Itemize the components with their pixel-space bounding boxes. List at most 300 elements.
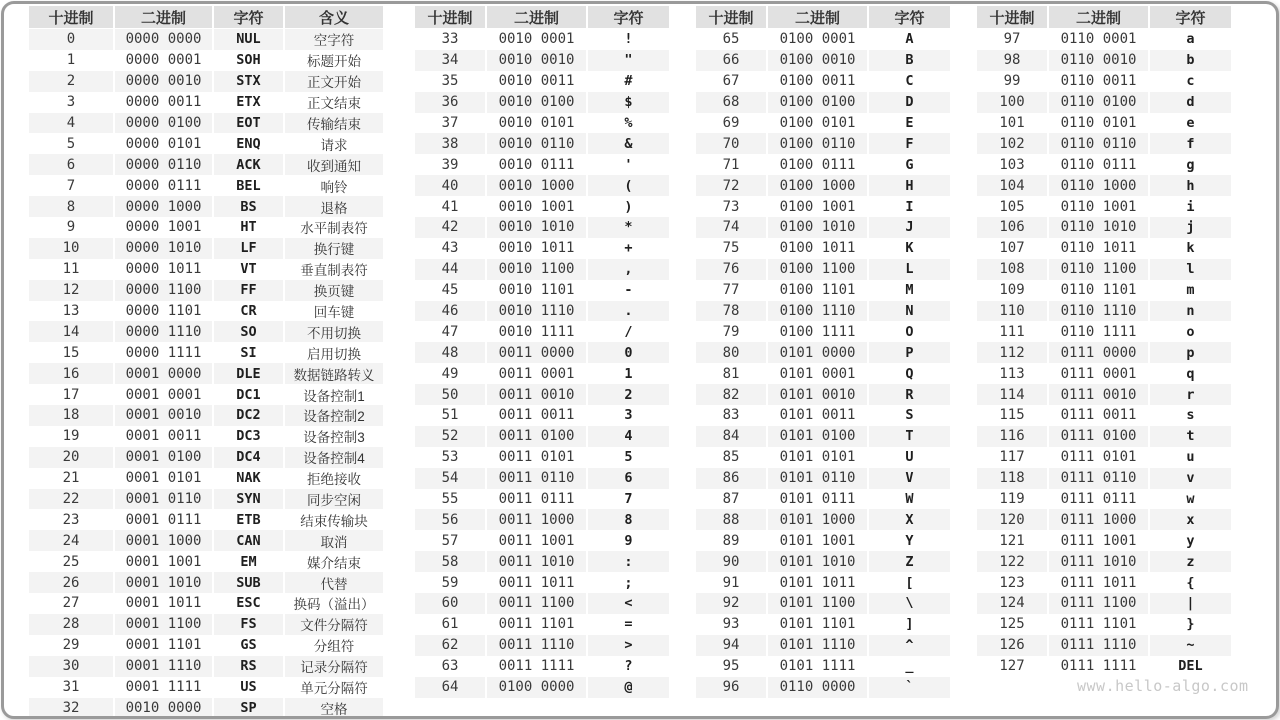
binary-cell: 0100 0111	[766, 154, 867, 175]
decimal-cell: 63	[415, 656, 485, 677]
decimal-cell: 45	[415, 280, 485, 301]
char-cell: }	[1148, 614, 1231, 635]
binary-cell: 0000 1111	[113, 342, 212, 363]
binary-cell: 0110 0111	[1047, 154, 1148, 175]
char-cell: ;	[586, 572, 669, 593]
table-row	[696, 154, 950, 175]
meaning-cell: 取消	[283, 530, 383, 551]
char-cell: q	[1148, 363, 1231, 384]
decimal-cell: 22	[29, 489, 113, 510]
binary-cell: 0000 0101	[113, 133, 212, 154]
decimal-cell: 117	[977, 447, 1047, 468]
decimal-cell: 37	[415, 113, 485, 134]
binary-cell: 0011 0110	[485, 468, 586, 489]
binary-cell: 0010 0000	[113, 698, 212, 719]
table-row	[696, 259, 950, 280]
decimal-cell: 43	[415, 238, 485, 259]
binary-cell: 0110 1100	[1047, 259, 1148, 280]
meaning-cell: 代替	[283, 572, 383, 593]
binary-cell: 0111 0110	[1047, 468, 1148, 489]
decimal-cell: 119	[977, 489, 1047, 510]
char-cell: SP	[212, 698, 283, 719]
meaning-cell: 换码（溢出）	[283, 593, 383, 614]
char-cell: )	[586, 196, 669, 217]
table-row	[29, 92, 383, 113]
table-row	[977, 447, 1231, 468]
decimal-cell: 104	[977, 175, 1047, 196]
decimal-cell: 58	[415, 551, 485, 572]
table-row	[29, 113, 383, 134]
decimal-cell: 47	[415, 321, 485, 342]
char-cell: SO	[212, 321, 283, 342]
meaning-cell: 分组符	[283, 635, 383, 656]
meaning-cell: 换行键	[283, 238, 383, 259]
binary-cell: 0111 1010	[1047, 551, 1148, 572]
table-row	[415, 635, 669, 656]
binary-cell: 0010 0111	[485, 154, 586, 175]
decimal-cell: 78	[696, 301, 766, 322]
meaning-cell: 记录分隔符	[283, 656, 383, 677]
table-row	[696, 301, 950, 322]
table-row	[29, 342, 383, 363]
column-header: 字符	[586, 6, 669, 29]
binary-cell: 0110 0010	[1047, 50, 1148, 71]
decimal-cell: 103	[977, 154, 1047, 175]
binary-cell: 0110 0001	[1047, 29, 1148, 50]
column-header: 二进制	[1047, 6, 1148, 29]
char-cell: Y	[867, 530, 950, 551]
char-cell: ,	[586, 259, 669, 280]
char-cell: SOH	[212, 50, 283, 71]
decimal-cell: 75	[696, 238, 766, 259]
table-row	[29, 698, 383, 719]
meaning-cell: 启用切换	[283, 342, 383, 363]
char-cell: CAN	[212, 530, 283, 551]
char-cell: B	[867, 50, 950, 71]
char-cell: 4	[586, 426, 669, 447]
char-cell: `	[867, 677, 950, 698]
decimal-cell: 32	[29, 698, 113, 719]
binary-cell: 0010 0101	[485, 113, 586, 134]
binary-cell: 0001 1111	[113, 677, 212, 698]
char-cell: c	[1148, 71, 1231, 92]
binary-cell: 0100 0101	[766, 113, 867, 134]
binary-cell: 0110 1011	[1047, 238, 1148, 259]
binary-cell: 0101 1001	[766, 530, 867, 551]
decimal-cell: 105	[977, 196, 1047, 217]
table-row	[415, 196, 669, 217]
decimal-cell: 112	[977, 342, 1047, 363]
decimal-cell: 3	[29, 92, 113, 113]
binary-cell: 0001 1110	[113, 656, 212, 677]
binary-cell: 0001 0100	[113, 447, 212, 468]
decimal-cell: 16	[29, 363, 113, 384]
decimal-cell: 62	[415, 635, 485, 656]
table-row	[977, 71, 1231, 92]
table-row	[977, 405, 1231, 426]
table-row	[29, 572, 383, 593]
decimal-cell: 21	[29, 468, 113, 489]
table-row	[415, 509, 669, 530]
binary-cell: 0000 0010	[113, 71, 212, 92]
table-row	[415, 384, 669, 405]
char-cell: STX	[212, 71, 283, 92]
decimal-cell: 71	[696, 154, 766, 175]
table-row	[696, 342, 950, 363]
binary-cell: 0010 1110	[485, 301, 586, 322]
binary-cell: 0010 0100	[485, 92, 586, 113]
binary-cell: 0000 1110	[113, 321, 212, 342]
table-row	[977, 301, 1231, 322]
binary-cell: 0111 1000	[1047, 509, 1148, 530]
char-cell: ENQ	[212, 133, 283, 154]
binary-cell: 0100 1110	[766, 301, 867, 322]
binary-cell: 0110 0100	[1047, 92, 1148, 113]
decimal-cell: 107	[977, 238, 1047, 259]
binary-cell: 0100 0100	[766, 92, 867, 113]
char-cell: M	[867, 280, 950, 301]
char-cell: NAK	[212, 468, 283, 489]
table-row	[977, 384, 1231, 405]
column-header: 二进制	[485, 6, 586, 29]
binary-cell: 0111 0001	[1047, 363, 1148, 384]
table-row	[696, 530, 950, 551]
table-row	[977, 196, 1231, 217]
table-row	[415, 238, 669, 259]
binary-cell: 0101 1111	[766, 656, 867, 677]
decimal-cell: 30	[29, 656, 113, 677]
decimal-cell: 68	[696, 92, 766, 113]
decimal-cell: 106	[977, 217, 1047, 238]
decimal-cell: 74	[696, 217, 766, 238]
decimal-cell: 113	[977, 363, 1047, 384]
table-row	[29, 656, 383, 677]
decimal-cell: 51	[415, 405, 485, 426]
decimal-cell: 76	[696, 259, 766, 280]
char-cell: Z	[867, 551, 950, 572]
table-row	[29, 593, 383, 614]
table-row	[696, 551, 950, 572]
table-row	[696, 133, 950, 154]
decimal-cell: 33	[415, 29, 485, 50]
char-cell: 1	[586, 363, 669, 384]
binary-cell: 0111 0100	[1047, 426, 1148, 447]
char-cell: SYN	[212, 489, 283, 510]
char-cell: BS	[212, 196, 283, 217]
binary-cell: 0100 0000	[485, 677, 586, 698]
table-row	[415, 572, 669, 593]
meaning-cell: 退格	[283, 196, 383, 217]
char-cell: G	[867, 154, 950, 175]
char-cell: i	[1148, 196, 1231, 217]
binary-cell: 0111 1001	[1047, 530, 1148, 551]
column-header: 含义	[283, 6, 383, 29]
char-cell: :	[586, 551, 669, 572]
binary-cell: 0010 0001	[485, 29, 586, 50]
char-cell: ETX	[212, 92, 283, 113]
char-cell: *	[586, 217, 669, 238]
table-row	[415, 175, 669, 196]
decimal-cell: 1	[29, 50, 113, 71]
char-cell: &	[586, 133, 669, 154]
table-row	[29, 677, 383, 698]
column-header: 十进制	[415, 6, 485, 29]
char-cell: F	[867, 133, 950, 154]
table-lowercase-letters	[977, 6, 1231, 677]
table-row	[415, 656, 669, 677]
char-cell: LF	[212, 238, 283, 259]
char-cell: US	[212, 677, 283, 698]
decimal-cell: 85	[696, 447, 766, 468]
binary-cell: 0111 1101	[1047, 614, 1148, 635]
binary-cell: 0011 0100	[485, 426, 586, 447]
char-cell: =	[586, 614, 669, 635]
binary-cell: 0110 1101	[1047, 280, 1148, 301]
table-row	[977, 489, 1231, 510]
meaning-cell: 设备控制1	[283, 384, 383, 405]
ascii-table-uppercase	[696, 6, 950, 698]
table-uppercase-letters	[696, 6, 950, 698]
table-row	[696, 217, 950, 238]
decimal-cell: 4	[29, 113, 113, 134]
char-cell: .	[586, 301, 669, 322]
column-header: 二进制	[766, 6, 867, 29]
table-row	[977, 426, 1231, 447]
table-row	[29, 50, 383, 71]
table-row	[696, 196, 950, 217]
decimal-cell: 42	[415, 217, 485, 238]
decimal-cell: 110	[977, 301, 1047, 322]
binary-cell: 0001 0101	[113, 468, 212, 489]
char-cell: N	[867, 301, 950, 322]
meaning-cell: 设备控制2	[283, 405, 383, 426]
decimal-cell: 36	[415, 92, 485, 113]
binary-cell: 0110 1110	[1047, 301, 1148, 322]
binary-cell: 0000 1000	[113, 196, 212, 217]
char-cell: <	[586, 593, 669, 614]
table-row	[977, 154, 1231, 175]
meaning-cell: 文件分隔符	[283, 614, 383, 635]
table-row	[977, 342, 1231, 363]
decimal-cell: 39	[415, 154, 485, 175]
table-row	[696, 175, 950, 196]
decimal-cell: 88	[696, 509, 766, 530]
char-cell: I	[867, 196, 950, 217]
binary-cell: 0101 0100	[766, 426, 867, 447]
meaning-cell: 水平制表符	[283, 217, 383, 238]
char-cell: BEL	[212, 175, 283, 196]
column-header: 字符	[212, 6, 283, 29]
table-row	[696, 238, 950, 259]
table-row	[977, 113, 1231, 134]
binary-cell: 0000 0011	[113, 92, 212, 113]
decimal-cell: 80	[696, 342, 766, 363]
column-header: 十进制	[696, 6, 766, 29]
char-cell: '	[586, 154, 669, 175]
decimal-cell: 31	[29, 677, 113, 698]
meaning-cell: 设备控制3	[283, 426, 383, 447]
char-cell: y	[1148, 530, 1231, 551]
table-row	[415, 468, 669, 489]
binary-cell: 0010 1100	[485, 259, 586, 280]
binary-cell: 0000 0100	[113, 113, 212, 134]
decimal-cell: 61	[415, 614, 485, 635]
char-cell: k	[1148, 238, 1231, 259]
table-row	[415, 551, 669, 572]
decimal-cell: 52	[415, 426, 485, 447]
binary-cell: 0001 0000	[113, 363, 212, 384]
char-cell: 9	[586, 530, 669, 551]
binary-cell: 0000 0001	[113, 50, 212, 71]
decimal-cell: 49	[415, 363, 485, 384]
meaning-cell: 单元分隔符	[283, 677, 383, 698]
char-cell: EM	[212, 551, 283, 572]
char-cell: -	[586, 280, 669, 301]
decimal-cell: 95	[696, 656, 766, 677]
table-row	[977, 530, 1231, 551]
binary-cell: 0100 1010	[766, 217, 867, 238]
meaning-cell: 数据链路转义	[283, 363, 383, 384]
binary-cell: 0000 0110	[113, 154, 212, 175]
char-cell: +	[586, 238, 669, 259]
char-cell: DC2	[212, 405, 283, 426]
binary-cell: 0100 0011	[766, 71, 867, 92]
char-cell: T	[867, 426, 950, 447]
binary-cell: 0111 0011	[1047, 405, 1148, 426]
ascii-table-lowercase	[977, 6, 1231, 677]
decimal-cell: 97	[977, 29, 1047, 50]
column-header: 字符	[1148, 6, 1231, 29]
decimal-cell: 40	[415, 175, 485, 196]
binary-cell: 0101 0000	[766, 342, 867, 363]
decimal-cell: 120	[977, 509, 1047, 530]
decimal-cell: 127	[977, 656, 1047, 677]
table-row	[415, 614, 669, 635]
decimal-cell: 81	[696, 363, 766, 384]
binary-cell: 0100 1100	[766, 259, 867, 280]
decimal-cell: 35	[415, 71, 485, 92]
binary-cell: 0111 0101	[1047, 447, 1148, 468]
char-cell: ~	[1148, 635, 1231, 656]
decimal-cell: 24	[29, 530, 113, 551]
table-row	[696, 426, 950, 447]
char-cell: t	[1148, 426, 1231, 447]
char-cell: z	[1148, 551, 1231, 572]
table-row	[977, 593, 1231, 614]
binary-cell: 0011 1011	[485, 572, 586, 593]
table-row	[415, 405, 669, 426]
column-header: 十进制	[977, 6, 1047, 29]
decimal-cell: 65	[696, 29, 766, 50]
char-cell: r	[1148, 384, 1231, 405]
table-row	[696, 447, 950, 468]
char-cell: ACK	[212, 154, 283, 175]
char-cell: !	[586, 29, 669, 50]
decimal-cell: 99	[977, 71, 1047, 92]
decimal-cell: 59	[415, 572, 485, 593]
char-cell: f	[1148, 133, 1231, 154]
column-header: 二进制	[113, 6, 212, 29]
table-row	[29, 259, 383, 280]
char-cell: L	[867, 259, 950, 280]
binary-cell: 0010 1000	[485, 175, 586, 196]
table-row	[977, 259, 1231, 280]
table-row	[29, 29, 383, 50]
binary-cell: 0010 0010	[485, 50, 586, 71]
binary-cell: 0001 0010	[113, 405, 212, 426]
table-row	[415, 92, 669, 113]
binary-cell: 0101 0011	[766, 405, 867, 426]
char-cell: 7	[586, 489, 669, 510]
table-row	[696, 280, 950, 301]
table-row	[696, 489, 950, 510]
decimal-cell: 54	[415, 468, 485, 489]
char-cell: 8	[586, 509, 669, 530]
char-cell: U	[867, 447, 950, 468]
table-row	[696, 656, 950, 677]
binary-cell: 0111 1110	[1047, 635, 1148, 656]
decimal-cell: 100	[977, 92, 1047, 113]
binary-cell: 0101 1100	[766, 593, 867, 614]
char-cell: _	[867, 656, 950, 677]
binary-cell: 0000 0111	[113, 175, 212, 196]
table-row	[977, 217, 1231, 238]
table-row	[696, 50, 950, 71]
table-row	[29, 301, 383, 322]
table-row	[29, 447, 383, 468]
decimal-cell: 5	[29, 133, 113, 154]
meaning-cell: 标题开始	[283, 50, 383, 71]
char-cell: g	[1148, 154, 1231, 175]
decimal-cell: 6	[29, 154, 113, 175]
char-cell: n	[1148, 301, 1231, 322]
decimal-cell: 98	[977, 50, 1047, 71]
binary-cell: 0101 1011	[766, 572, 867, 593]
decimal-cell: 118	[977, 468, 1047, 489]
char-cell: FS	[212, 614, 283, 635]
decimal-cell: 34	[415, 50, 485, 71]
char-cell: GS	[212, 635, 283, 656]
table-row	[415, 133, 669, 154]
table-row	[415, 50, 669, 71]
meaning-cell: 请求	[283, 133, 383, 154]
table-row	[696, 321, 950, 342]
binary-cell: 0100 1001	[766, 196, 867, 217]
char-cell: H	[867, 175, 950, 196]
meaning-cell: 换页键	[283, 280, 383, 301]
table-row	[415, 530, 669, 551]
table-punctuation-digits	[415, 6, 669, 698]
decimal-cell: 89	[696, 530, 766, 551]
char-cell: ETB	[212, 509, 283, 530]
binary-cell: 0000 0000	[113, 29, 212, 50]
decimal-cell: 19	[29, 426, 113, 447]
char-cell: FF	[212, 280, 283, 301]
char-cell: CR	[212, 301, 283, 322]
char-cell: %	[586, 113, 669, 134]
decimal-cell: 2	[29, 71, 113, 92]
binary-cell: 0000 1011	[113, 259, 212, 280]
table-row	[696, 71, 950, 92]
binary-cell: 0011 0011	[485, 405, 586, 426]
decimal-cell: 94	[696, 635, 766, 656]
table-row	[696, 677, 950, 698]
table-row	[977, 468, 1231, 489]
decimal-cell: 20	[29, 447, 113, 468]
char-cell: A	[867, 29, 950, 50]
decimal-cell: 48	[415, 342, 485, 363]
binary-cell: 0111 0000	[1047, 342, 1148, 363]
